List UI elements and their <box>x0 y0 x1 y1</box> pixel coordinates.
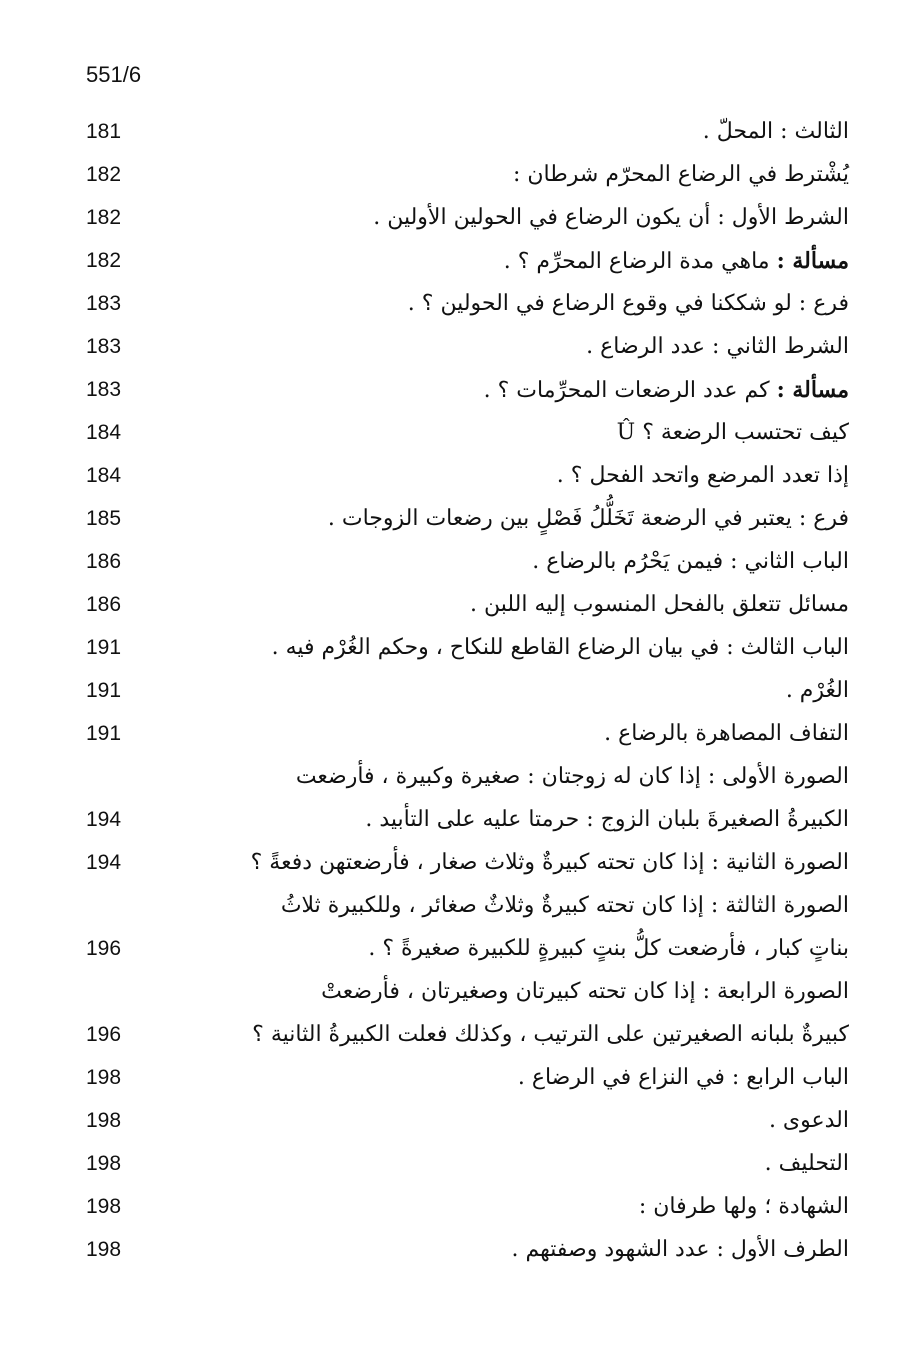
toc-entry <box>0 1187 913 1227</box>
toc-entry <box>0 671 913 711</box>
toc-entry-page: 182 <box>86 249 122 272</box>
toc-entry-title: كيف تحتسب الرضعة ؟ Û <box>616 420 849 445</box>
toc-entry-title <box>249 370 849 411</box>
toc-entry-title: الصورة الثالثة : إذا كان تحته كبيرةٌ وثلاثٌ صغائر ، وللكبيرة ثلاثُ <box>280 893 849 918</box>
toc-entry <box>0 843 913 883</box>
toc-entry <box>0 886 913 926</box>
toc-entry-title: الكبيرةُ الصغيرةَ بلبان الزوج : حرمتا عليه على التأبيد . <box>365 807 849 832</box>
toc-entry-page: 184 <box>86 421 122 444</box>
toc-entry <box>0 456 913 496</box>
toc-entry-title: بناتٍ كبار ، فأرضعت كلُّ بنتٍ كبيرةٍ للكبيرة صغيرةً ؟ . <box>368 936 849 961</box>
toc-entry-page: 191 <box>86 636 122 659</box>
toc-entry-title: الباب الرابع : في النزاع في الرضاع . <box>517 1065 849 1090</box>
toc-entry <box>0 241 913 281</box>
toc-entry-page: 186 <box>86 593 122 616</box>
toc-entry-title: الصورة الثانية : إذا كان تحته كبيرةٌ وثلاث صغار ، فأرضعتهن دفعةً ؟ <box>250 850 849 875</box>
toc-entry-title: فرع : لو شككنا في وقوع الرضاع في الحولين ؟ . <box>407 291 849 316</box>
toc-entry <box>0 327 913 367</box>
toc-entry-title: الشهادة ؛ ولها طرفان : <box>638 1194 849 1219</box>
toc-entry-title: إذا تعدد المرضع واتحد الفحل ؟ . <box>556 463 849 488</box>
toc-entry-page: 196 <box>86 1023 122 1046</box>
toc-entry <box>0 972 913 1012</box>
toc-entry-page: 183 <box>86 292 122 315</box>
toc-entry-title: كبيرةٌ بلبانه الصغيرتين على الترتيب ، وكذلك فعلت الكبيرةُ الثانية ؟ <box>252 1022 849 1047</box>
toc-entry-title: مسائل تتعلق بالفحل المنسوب إليه اللبن . <box>470 592 849 617</box>
toc-entry <box>0 1058 913 1098</box>
page-reference: 551/6 <box>86 62 142 87</box>
toc-entry-page: 181 <box>86 120 122 143</box>
toc-entry <box>0 800 913 840</box>
toc-entry <box>0 1144 913 1184</box>
toc-entry-page: 196 <box>86 937 122 960</box>
toc-entry <box>0 499 913 539</box>
toc-entry-title: الغُرْم . <box>785 678 849 703</box>
toc-entry <box>0 1101 913 1141</box>
toc-entry-page: 198 <box>86 1109 122 1132</box>
toc-entry <box>0 370 913 410</box>
toc-entry-page: 182 <box>86 206 122 229</box>
toc-entry <box>0 585 913 625</box>
toc-entry-page: 191 <box>86 679 122 702</box>
toc-entry-page: 183 <box>86 378 122 401</box>
toc-entry-page: 198 <box>86 1152 122 1175</box>
question-text: ماهي مدة الرضاع المحرِّم ؟ . <box>503 249 770 274</box>
toc-entry <box>0 628 913 668</box>
toc-entry <box>0 1015 913 1055</box>
question-text: كم عدد الرضعات المحرِّمات ؟ . <box>483 378 770 403</box>
toc-entry-title: الصورة الرابعة : إذا كان تحته كبيرتان وصغيرتان ، فأرضعتْ <box>321 979 849 1004</box>
toc-entry <box>0 284 913 324</box>
toc-entry-page: 198 <box>86 1238 122 1261</box>
toc-entry <box>0 757 913 797</box>
toc-entry-title: يُشْترط في الرضاع المحرّم شرطان : <box>512 162 849 187</box>
toc-entry-title: الشرط الثاني : عدد الرضاع . <box>586 334 849 359</box>
toc-entry-title: الدعوى . <box>768 1108 849 1133</box>
toc-entry <box>0 1230 913 1270</box>
toc-entry-page: 183 <box>86 335 122 358</box>
toc-entry <box>0 198 913 238</box>
toc-entry-page: 186 <box>86 550 122 573</box>
toc-entry-title: الباب الثاني : فيمن يَحْرُم بالرضاع . <box>532 549 849 574</box>
toc-entry <box>0 542 913 582</box>
toc-entry-page: 198 <box>86 1066 122 1089</box>
toc-entry-page: 194 <box>86 808 122 831</box>
toc-entry-page: 184 <box>86 464 122 487</box>
toc-entry-title <box>249 241 849 282</box>
toc-entry-page: 191 <box>86 722 122 745</box>
toc-entry-title: الطرف الأول : عدد الشهود وصفتهم . <box>511 1237 849 1262</box>
toc-entry-title: الثالث : المحلّ . <box>702 119 849 144</box>
toc-entry-page: 182 <box>86 163 122 186</box>
toc-entry <box>0 929 913 969</box>
toc-entry <box>0 413 913 453</box>
question-label: مسألة : <box>776 377 849 403</box>
toc-entry-page: 198 <box>86 1195 122 1218</box>
toc-entry-title: الباب الثالث : في بيان الرضاع القاطع للنكاح ، وحكم الغُرْم فيه . <box>271 635 849 660</box>
toc-entry-title: الشرط الأول : أن يكون الرضاع في الحولين الأولين . <box>373 205 849 230</box>
toc-entry-page: 194 <box>86 851 122 874</box>
toc-entry-title: التفاف المصاهرة بالرضاع . <box>604 721 849 746</box>
toc-entry <box>0 155 913 195</box>
toc-entry-title: الصورة الأولى : إذا كان له زوجتان : صغيرة وكبيرة ، فأرضعت <box>295 764 849 789</box>
toc-entry-page: 185 <box>86 507 122 530</box>
toc-entry-title: فرع : يعتبر في الرضعة تَخَلُّلُ فَصْلٍ بين رضعات الزوجات . <box>327 506 849 531</box>
toc-entry <box>0 714 913 754</box>
toc-entry-title: التحليف . <box>764 1151 849 1176</box>
question-label: مسألة : <box>776 248 849 274</box>
toc-entry <box>0 112 913 152</box>
